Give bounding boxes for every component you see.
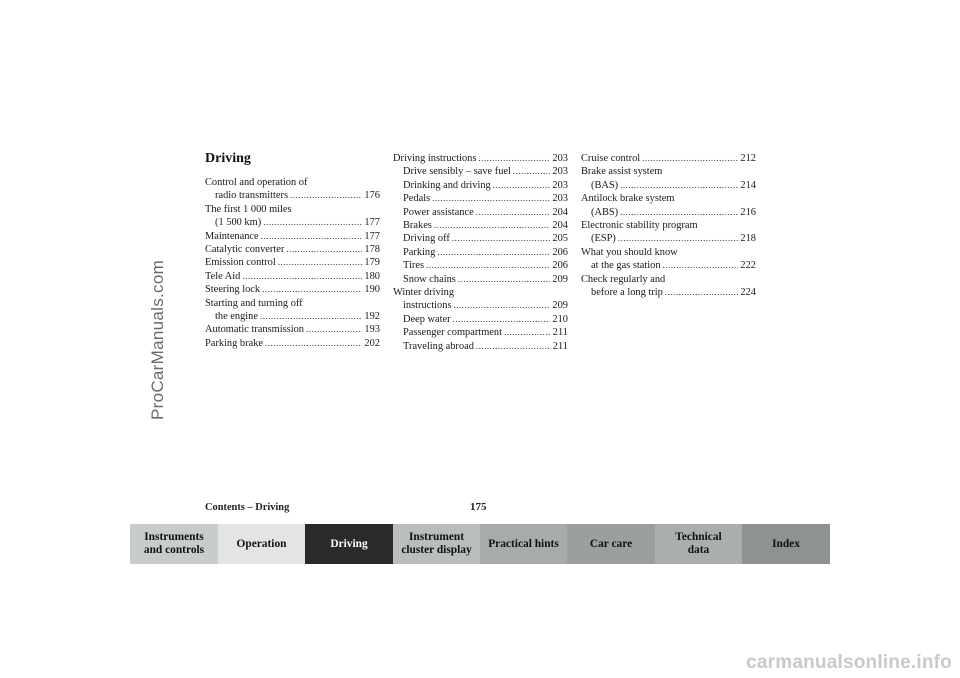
toc-entry[interactable] (393, 152, 568, 165)
toc-entry-text: Winter driving (393, 287, 455, 299)
toc-entry[interactable] (393, 232, 568, 245)
toc-entry[interactable] (393, 192, 568, 205)
dot-leader (618, 232, 739, 245)
dot-leader (620, 179, 738, 192)
toc-entry[interactable] (393, 179, 568, 192)
toc-column-3 (581, 152, 756, 299)
toc-entry-text: Deep water (403, 313, 451, 325)
toc-entry[interactable] (393, 206, 568, 219)
toc-page-number: 211 (552, 327, 568, 339)
toc-entry[interactable] (393, 246, 568, 259)
toc-entry[interactable] (205, 323, 380, 336)
dot-leader (262, 283, 362, 296)
toc-page-number: 222 (740, 260, 756, 272)
toc-page-number: 203 (552, 153, 568, 164)
toc-entry-text: Tires (403, 260, 424, 272)
toc-entry-text: Traveling abroad (403, 340, 474, 352)
toc-entry[interactable] (393, 313, 568, 326)
dot-leader (513, 165, 550, 178)
toc-entry-text: Automatic transmission (205, 324, 304, 336)
dot-leader (432, 192, 550, 205)
footer-chapter-title: Contents – Driving (205, 502, 290, 513)
toc-page-number: 202 (364, 337, 380, 349)
dot-leader (504, 326, 551, 339)
dot-leader (286, 243, 362, 256)
toc-entry-text: Drinking and driving (403, 179, 491, 191)
toc-entry-text: Snow chains (403, 273, 456, 285)
toc-entry[interactable] (205, 176, 380, 203)
dot-leader (452, 232, 551, 245)
tab-instrument-cluster-display[interactable]: Instrument cluster display (393, 524, 480, 564)
toc-entry-text: (1 500 km) (215, 217, 262, 229)
toc-page-number: 211 (552, 340, 568, 352)
toc-entry[interactable] (581, 165, 756, 192)
toc-entry-text: Antilock brake system (581, 193, 675, 205)
toc-entry[interactable] (393, 165, 568, 178)
toc-entry-text: Pedals (403, 193, 431, 205)
toc-entry[interactable] (581, 192, 756, 219)
page-number: 175 (470, 501, 487, 513)
toc-page-number: 218 (740, 233, 756, 245)
dot-leader (265, 337, 362, 350)
toc-entry[interactable] (581, 152, 756, 165)
toc-entry-text: Tele Aid (205, 270, 241, 282)
toc-page-number: 178 (364, 244, 380, 256)
dot-leader (665, 286, 739, 299)
toc-page-number: 177 (364, 217, 380, 229)
toc-entry-text: The first 1 000 miles (205, 203, 292, 215)
toc-entry-text: Control and operation of (205, 177, 308, 188)
toc-page-number: 203 (552, 193, 568, 205)
dot-leader (242, 270, 362, 283)
dot-leader (620, 206, 738, 219)
toc-entry-text: Driving instructions (393, 153, 477, 164)
dot-leader (437, 246, 550, 259)
toc-column-2 (393, 152, 568, 353)
tab-instruments-and-controls[interactable]: Instruments and controls (130, 524, 218, 564)
toc-entry-text: Check regularly and (581, 273, 666, 285)
toc-entry-text: Brakes (403, 220, 432, 232)
toc-entry-text: Parking brake (205, 337, 263, 349)
toc-page-number: 210 (552, 313, 568, 325)
toc-entry-text: instructions (403, 300, 452, 312)
toc-entry-text: Power assistance (403, 206, 474, 218)
tab-technical-data[interactable]: Technical data (655, 524, 742, 564)
toc-page-number: 193 (364, 324, 380, 336)
toc-page-number: 179 (364, 257, 380, 269)
dot-leader (663, 259, 739, 272)
dot-leader (306, 323, 362, 336)
section-title: Driving (205, 151, 251, 166)
toc-entry[interactable] (205, 283, 380, 296)
dot-leader (478, 152, 550, 165)
toc-entry-text: before a long trip (591, 287, 663, 299)
tab-driving[interactable]: Driving (305, 524, 393, 564)
toc-entry[interactable] (393, 219, 568, 232)
toc-entry[interactable] (205, 203, 380, 230)
toc-page-number: 180 (364, 270, 380, 282)
toc-page-number: 206 (552, 246, 568, 258)
toc-entry[interactable] (393, 326, 568, 339)
toc-entry[interactable] (393, 286, 568, 313)
toc-entry-text: Starting and turning off (205, 297, 303, 309)
toc-entry[interactable] (205, 270, 380, 283)
toc-entry[interactable] (581, 273, 756, 300)
toc-entry-text: Driving off (403, 233, 450, 245)
dot-leader (642, 152, 738, 165)
toc-entry[interactable] (393, 259, 568, 272)
toc-page-number: 216 (740, 206, 756, 218)
toc-page-number: 214 (740, 179, 756, 191)
dot-leader (458, 273, 551, 286)
toc-page-number: 190 (364, 284, 380, 296)
dot-leader (426, 259, 550, 272)
toc-entry-text: Brake assist system (581, 166, 663, 178)
toc-column-1 (205, 176, 380, 350)
toc-entry[interactable] (205, 256, 380, 269)
chapter-tabs (130, 524, 830, 564)
toc-entry[interactable] (205, 230, 380, 243)
dot-leader (434, 219, 551, 232)
toc-page-number: 177 (364, 230, 380, 242)
toc-entry-text: What you should know (581, 246, 678, 258)
toc-entry-text: at the gas station (591, 260, 661, 272)
toc-page-number: 203 (552, 179, 568, 191)
toc-page-number: 209 (552, 273, 568, 285)
toc-page-number: 206 (552, 260, 568, 272)
dot-leader (476, 340, 551, 353)
dot-leader (476, 206, 551, 219)
dot-leader (290, 189, 362, 202)
tab-index[interactable]: Index (742, 524, 830, 564)
toc-entry[interactable] (205, 297, 380, 324)
toc-page-number: 192 (364, 311, 380, 323)
dot-leader (263, 216, 362, 229)
toc-entry-text: Passenger compartment (403, 327, 502, 339)
toc-entry-text: radio transmitters (215, 190, 289, 202)
dot-leader (493, 179, 551, 192)
toc-entry-text: Steering lock (205, 284, 261, 296)
toc-entry-text: (BAS) (591, 179, 619, 191)
watermark-carmanualsonline: carmanualsonline.info (746, 652, 952, 673)
toc-page-number: 224 (740, 287, 756, 299)
dot-leader (260, 310, 362, 323)
toc-page-number: 204 (552, 220, 568, 232)
toc-page-number: 203 (552, 166, 568, 178)
toc-entry-text: Emission control (205, 257, 276, 269)
toc-entry[interactable] (205, 337, 380, 350)
toc-entry-text: Cruise control (581, 153, 641, 164)
toc-page-number: 176 (364, 190, 380, 202)
watermark-procarmanuals: ProCarManuals.com (148, 260, 167, 421)
toc-entry-text: Catalytic converter (205, 244, 285, 256)
toc-entry-text: (ABS) (591, 206, 619, 218)
toc-entry[interactable] (205, 243, 380, 256)
toc-entry-text: Parking (403, 246, 436, 258)
dot-leader (278, 256, 363, 269)
toc-entry[interactable] (581, 246, 756, 273)
toc-entry[interactable] (393, 273, 568, 286)
toc-entry-text: Maintenance (205, 230, 259, 242)
dot-leader (453, 313, 551, 326)
toc-page-number: 204 (552, 206, 568, 218)
tab-car-care[interactable]: Car care (567, 524, 655, 564)
toc-page-number: 205 (552, 233, 568, 245)
toc-entry-text: Drive sensibly – save fuel (403, 166, 511, 178)
tab-practical-hints[interactable]: Practical hints (480, 524, 567, 564)
toc-page-number: 209 (552, 300, 568, 312)
toc-page-number: 212 (740, 153, 756, 164)
toc-entry[interactable] (393, 340, 568, 353)
toc-entry-text: the engine (215, 311, 258, 323)
tab-operation[interactable]: Operation (218, 524, 305, 564)
dot-leader (261, 230, 363, 243)
dot-leader (454, 299, 551, 312)
toc-entry-text: Electronic stability program (581, 220, 698, 232)
toc-entry[interactable] (581, 219, 756, 246)
toc-entry-text: (ESP) (591, 233, 616, 245)
